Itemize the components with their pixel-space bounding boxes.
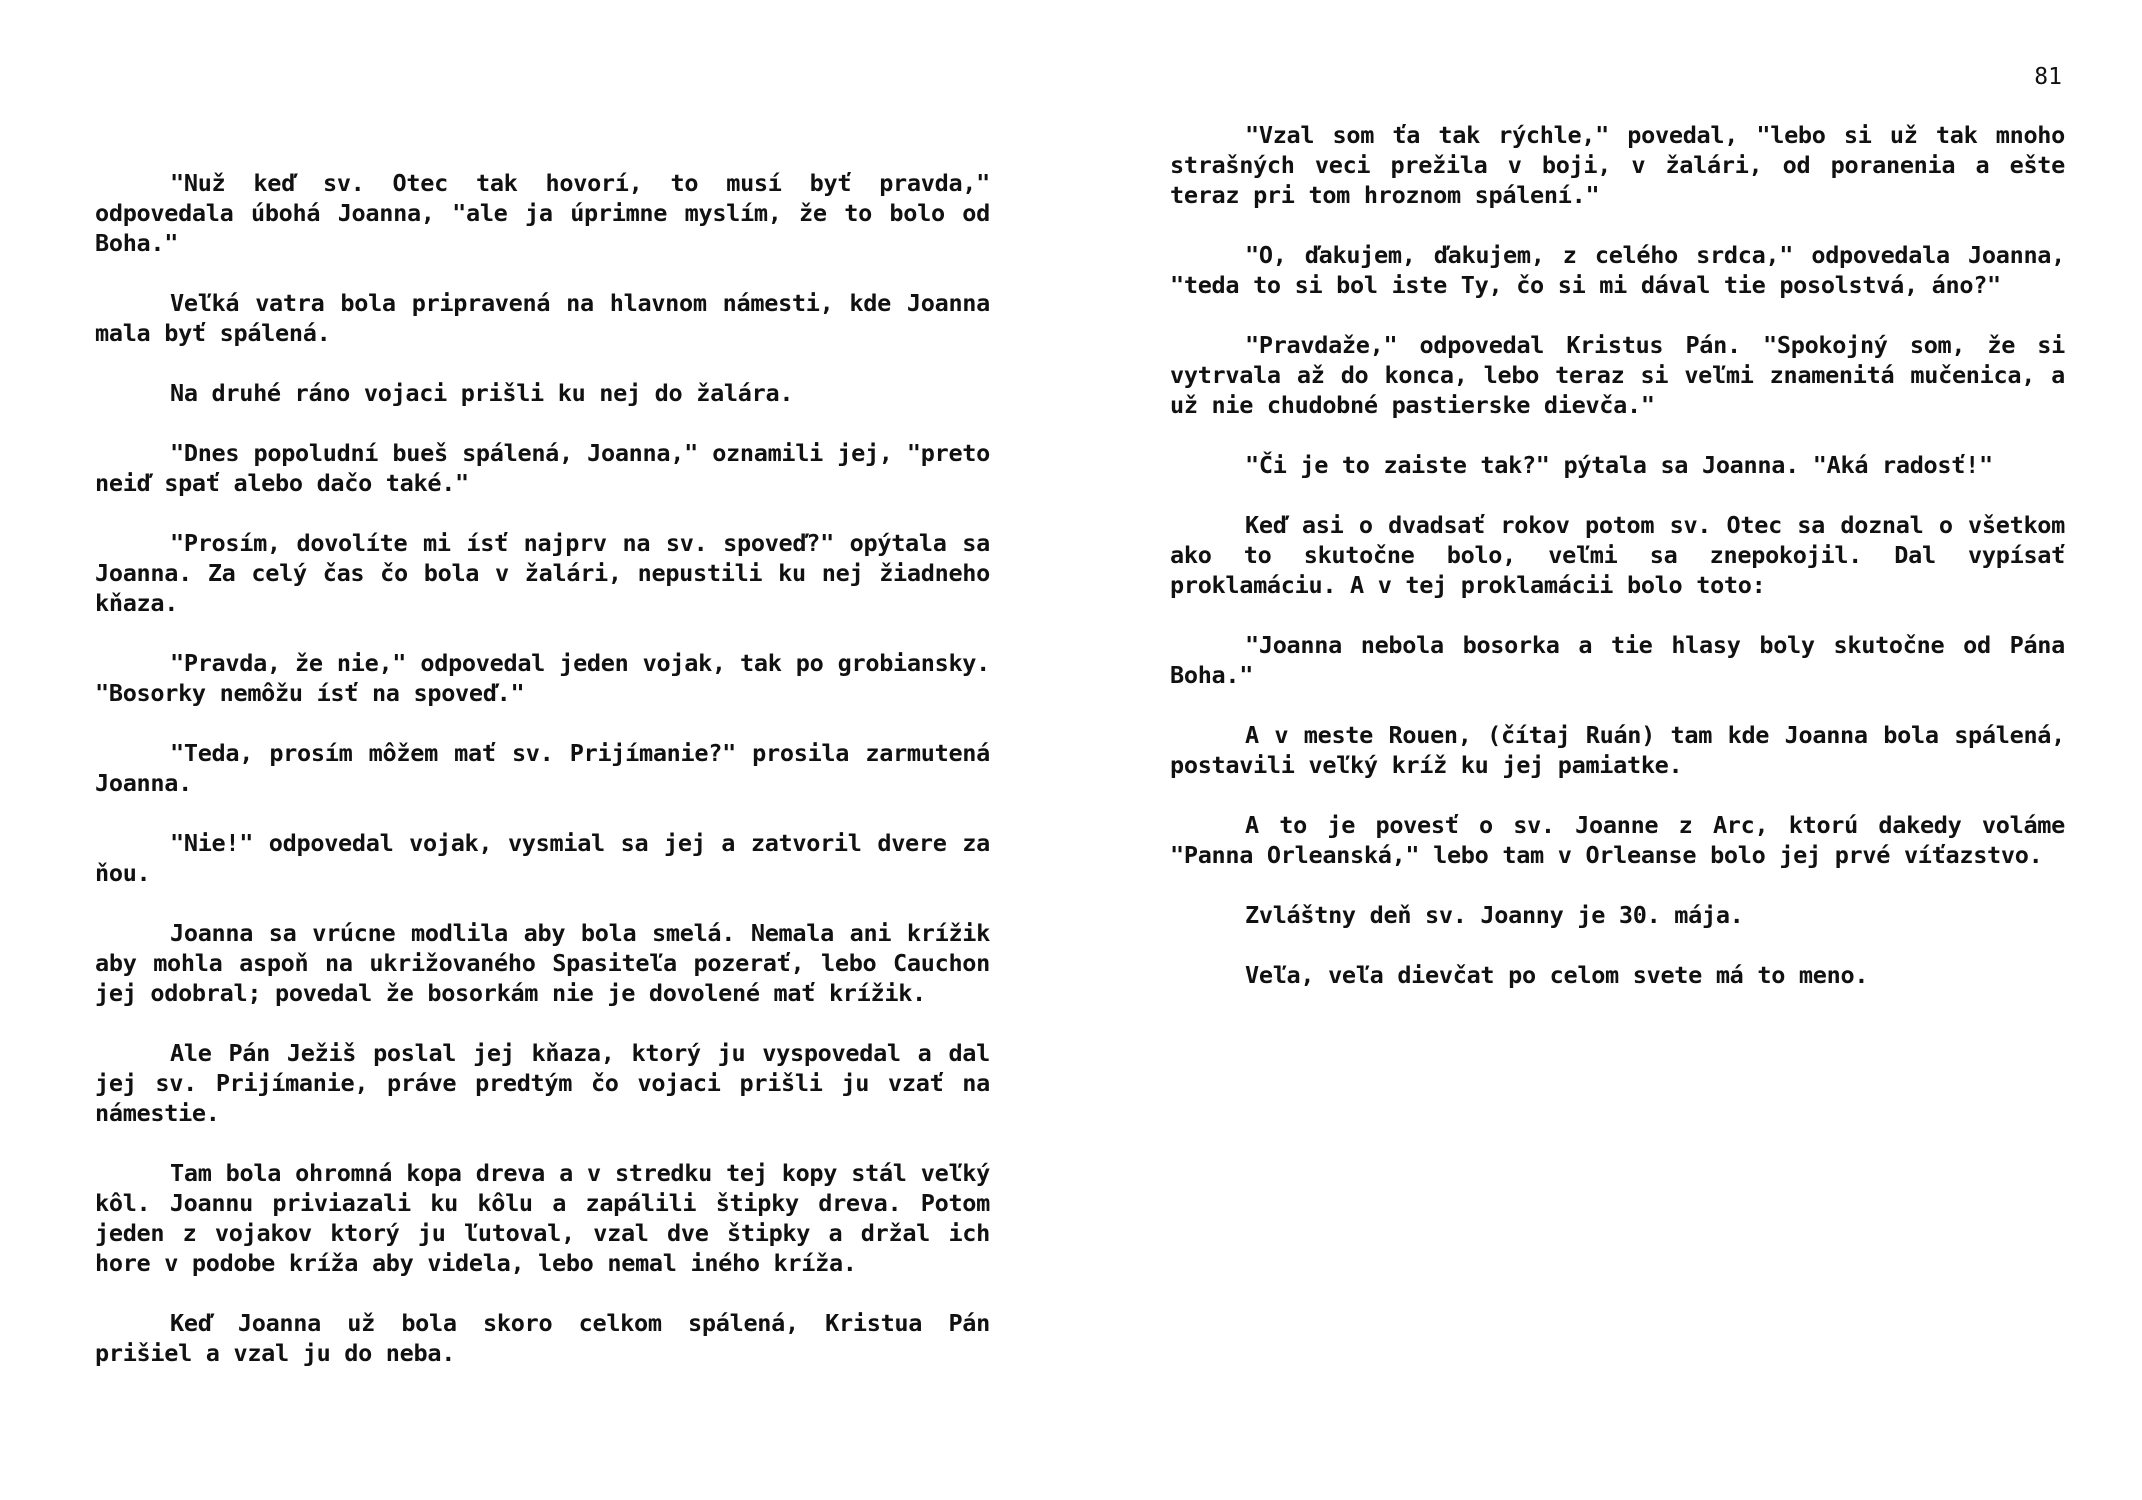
paragraph: "Prosím, dovolíte mi ísť najprv na sv. spoveď?" opýtala sa Joanna. Za celý čas čo bola v žalári, nepustili ku nej žiadneho kňaza. bbox=[95, 529, 990, 617]
paragraph: "Joanna nebola bosorka a tie hlasy boly skutočne od Pána Boha." bbox=[1170, 631, 2065, 689]
left-page bbox=[95, 168, 990, 1398]
paragraph: A to je povesť o sv. Joanne z Arc, ktorú dakedy voláme "Panna Orleanská," lebo tam v Orleanse bolo jej prvé víťazstvo. bbox=[1170, 811, 2065, 869]
paragraph: Ale Pán Ježiš poslal jej kňaza, ktorý ju vyspovedal a dal jej sv. Prijímanie, práve predtým čo vojaci prišli ju vzať na námestie. bbox=[95, 1039, 990, 1127]
paragraph: "Teda, prosím môžem mať sv. Prijímanie?" prosila zarmutená Joanna. bbox=[95, 739, 990, 797]
paragraph: Joanna sa vrúcne modlila aby bola smelá. Nemala ani krížik aby mohla aspoň na ukrižovaného Spasiteľa pozerať, lebo Cauchon jej odobral; povedal že bosorkám nie je dovolené mať krížik. bbox=[95, 919, 990, 1007]
page-number: 81 bbox=[2034, 64, 2062, 90]
paragraph: Keď Joanna už bola skoro celkom spálená, Kristua Pán prišiel a vzal ju do neba. bbox=[95, 1309, 990, 1367]
paragraph: "Vzal som ťa tak rýchle," povedal, "lebo si už tak mnoho strašných veci prežila v boji, v žalári, od poranenia a ešte teraz pri tom hroznom spálení." bbox=[1170, 121, 2065, 209]
paragraph: "Pravdaže," odpovedal Kristus Pán. "Spokojný som, že si vytrvala až do konca, lebo teraz si veľmi znamenitá mučenica, a už nie chudobné pastierske dievča." bbox=[1170, 331, 2065, 419]
paragraph: "Či je to zaiste tak?" pýtala sa Joanna. "Aká radosť!" bbox=[1245, 451, 1993, 479]
paragraph: Veľa, veľa dievčat po celom svete má to meno. bbox=[1245, 961, 1869, 989]
paragraph: "Nuž keď sv. Otec tak hovorí, to musí byť pravda," odpovedala úbohá Joanna, "ale ja úprimne myslím, že to bolo od Boha." bbox=[95, 169, 990, 257]
paragraph: Tam bola ohromná kopa dreva a v stredku tej kopy stál veľký kôl. Joannu priviazali ku kôlu a zapálili štipky dreva. Potom jeden z vojakov ktorý ju ľutoval, vzal dve štipky a držal ich hore v podobe kríža aby videla, lebo nemal iného kríža. bbox=[95, 1159, 990, 1277]
paragraph: "Pravda, že nie," odpovedal jeden vojak, tak po grobiansky. "Bosorky nemôžu ísť na spoveď." bbox=[95, 649, 990, 707]
paragraph: "Dnes popoludní bueš spálená, Joanna," oznamili jej, "preto neiď spať alebo dačo také." bbox=[95, 439, 990, 497]
paragraph: Keď asi o dvadsať rokov potom sv. Otec sa doznal o všetkom ako to skutočne bolo, veľmi sa znepokojil. Dal vypísať proklamáciu. A v tej proklamácii bolo toto: bbox=[1170, 511, 2065, 599]
paragraph: "Nie!" odpovedal vojak, vysmial sa jej a zatvoril dvere za ňou. bbox=[95, 829, 990, 887]
paragraph: "O, ďakujem, ďakujem, z celého srdca," odpovedala Joanna, "teda to si bol iste Ty, čo si mi dával tie posolstvá, áno?" bbox=[1170, 241, 2065, 299]
paragraph: A v meste Rouen, (čítaj Ruán) tam kde Joanna bola spálená, postavili veľký kríž ku jej pamiatke. bbox=[1170, 721, 2065, 779]
paragraph: Na druhé ráno vojaci prišli ku nej do žalára. bbox=[170, 379, 794, 407]
paragraph: Zvláštny deň sv. Joanny je 30. mája. bbox=[1245, 901, 1744, 929]
right-page bbox=[1170, 120, 2065, 1020]
paragraph: Veľká vatra bola pripravená na hlavnom námesti, kde Joanna mala byť spálená. bbox=[95, 289, 990, 347]
